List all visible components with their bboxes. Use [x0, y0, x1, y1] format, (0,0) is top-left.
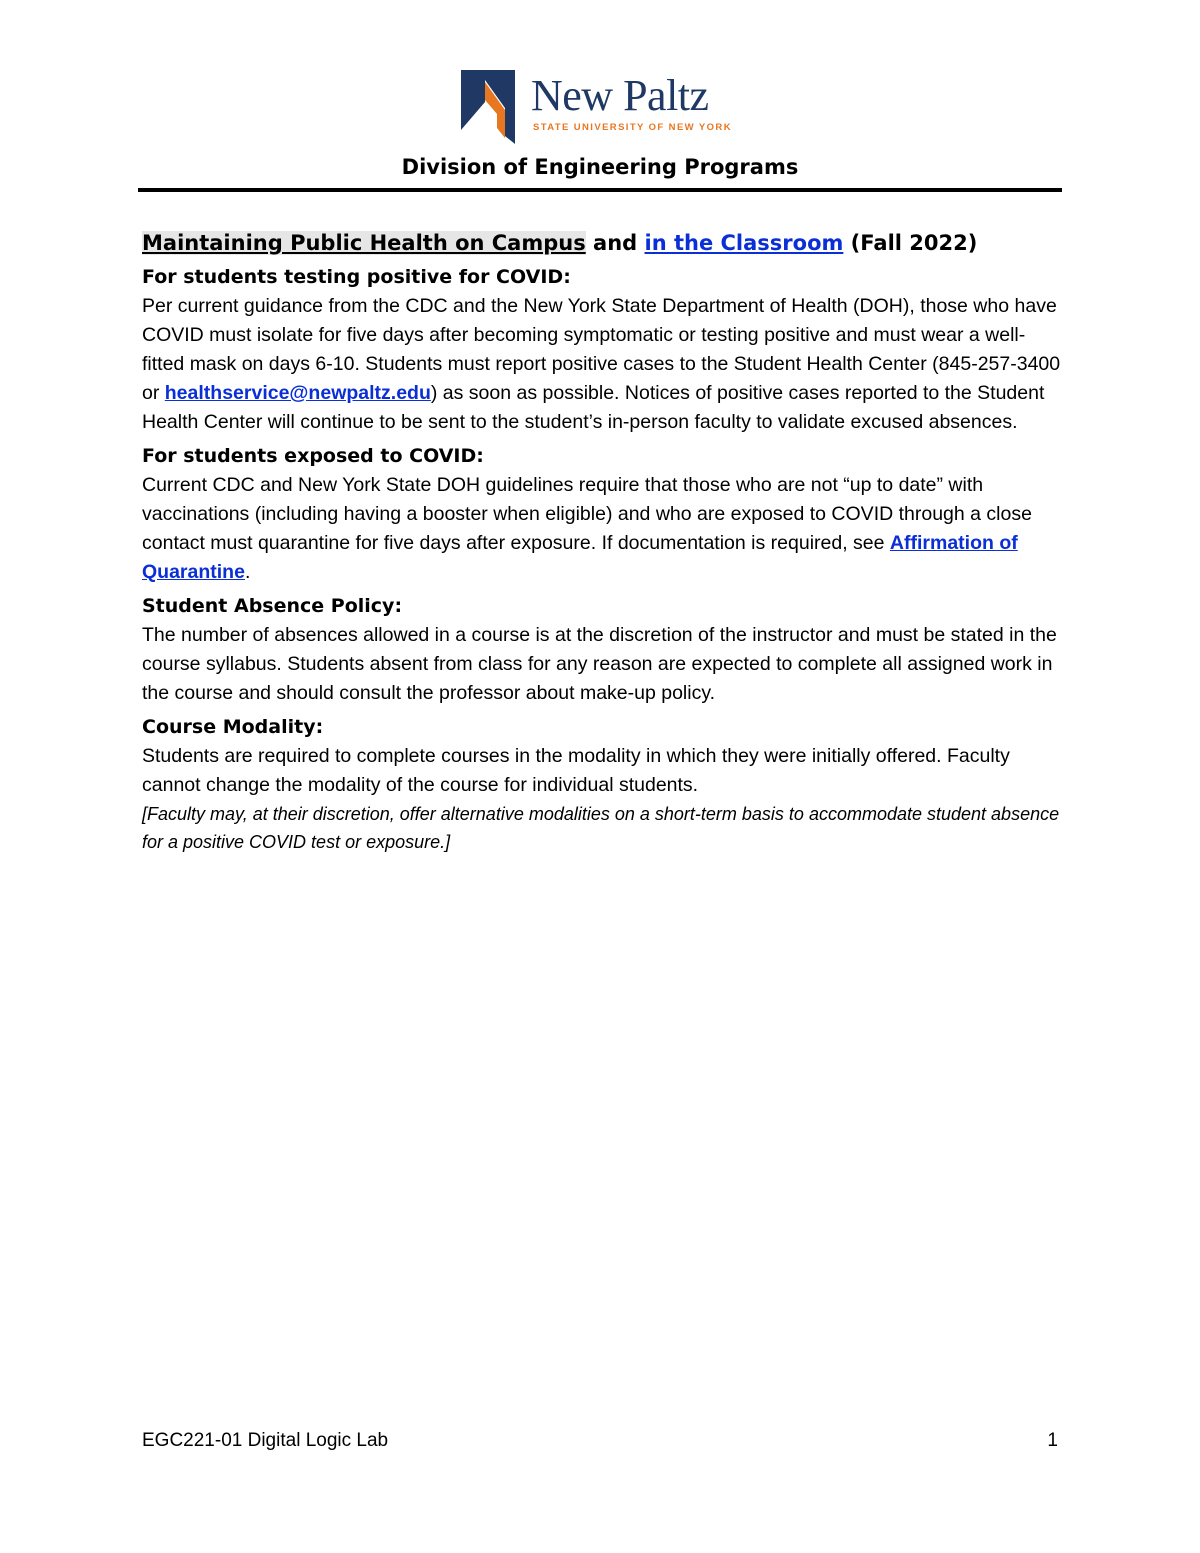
paragraph-positive: [142, 292, 1062, 437]
footer-page-number: 1: [1047, 1430, 1058, 1451]
logo-text: New Paltz: [531, 71, 709, 120]
paragraph-exposed: [142, 471, 1062, 587]
document-body: [142, 226, 1062, 860]
title-campus: Maintaining Public Health on Campus: [142, 231, 586, 255]
logo-subtitle: STATE UNIVERSITY OF NEW YORK: [533, 122, 732, 133]
heading-modality: Course Modality:: [142, 716, 324, 738]
paragraph-modality: Students are required to complete courses in the modality in which they were initially offered. Faculty cannot change the modality of the course for individual students.: [142, 745, 1010, 796]
paragraph-absence: The number of absences allowed in a course is at the discretion of the instructor and must be stated in the course syllabus. Students absent from class for any reason are expected to complete all assigned work in the course and should consult the professor about make-up policy.: [142, 624, 1057, 704]
exposed-text-1: Current CDC and New York State DOH guidelines require that those who are not “up to date” with vaccinations (including having a booster when eligible) and who are exposed to COVID through a close contact must quarantine for five days after exposure. If documentation is required, see: [142, 474, 1032, 554]
page-title: [142, 226, 1062, 260]
footer-course: EGC221-01 Digital Logic Lab: [142, 1430, 389, 1451]
modality-note: [Faculty may, at their discretion, offer alternative modalities on a short-term basis to accommodate student absence for a positive COVID test or exposure.]: [142, 804, 1060, 852]
division-title: Division of Engineering Programs: [401, 155, 799, 179]
positive-text-1: Per current guidance from the CDC and the New York State Department of Health (DOH), those who have COVID must isolate for five days after becoming symptomatic or testing positive and must wear a well-fitted mask on days 6-10. Students must report positive cases to the Student Health Center (845-257-3400 or: [142, 295, 1061, 404]
title-and: and: [585, 231, 645, 255]
title-term: (Fall 2022): [843, 231, 978, 255]
heading-positive: For students testing positive for COVID:: [142, 266, 571, 288]
exposed-text-2: .: [244, 561, 251, 583]
positive-text-2: ) as soon as possible. Notices of positive cases reported to the Student Health Center will continue to be sent to the student’s in-person faculty to validate excused absences.: [142, 382, 1045, 433]
health-email-link[interactable]: healthservice@newpaltz.edu: [164, 382, 431, 404]
new-paltz-logo: [461, 70, 741, 150]
classroom-link[interactable]: in the Classroom: [644, 231, 844, 255]
heading-exposed: For students exposed to COVID:: [142, 445, 484, 467]
logo-mark-icon: [461, 70, 525, 150]
heading-absence: Student Absence Policy:: [142, 595, 403, 617]
quarantine-link[interactable]: Affirmation of Quarantine: [142, 532, 1018, 583]
header-rule: [138, 188, 1062, 192]
